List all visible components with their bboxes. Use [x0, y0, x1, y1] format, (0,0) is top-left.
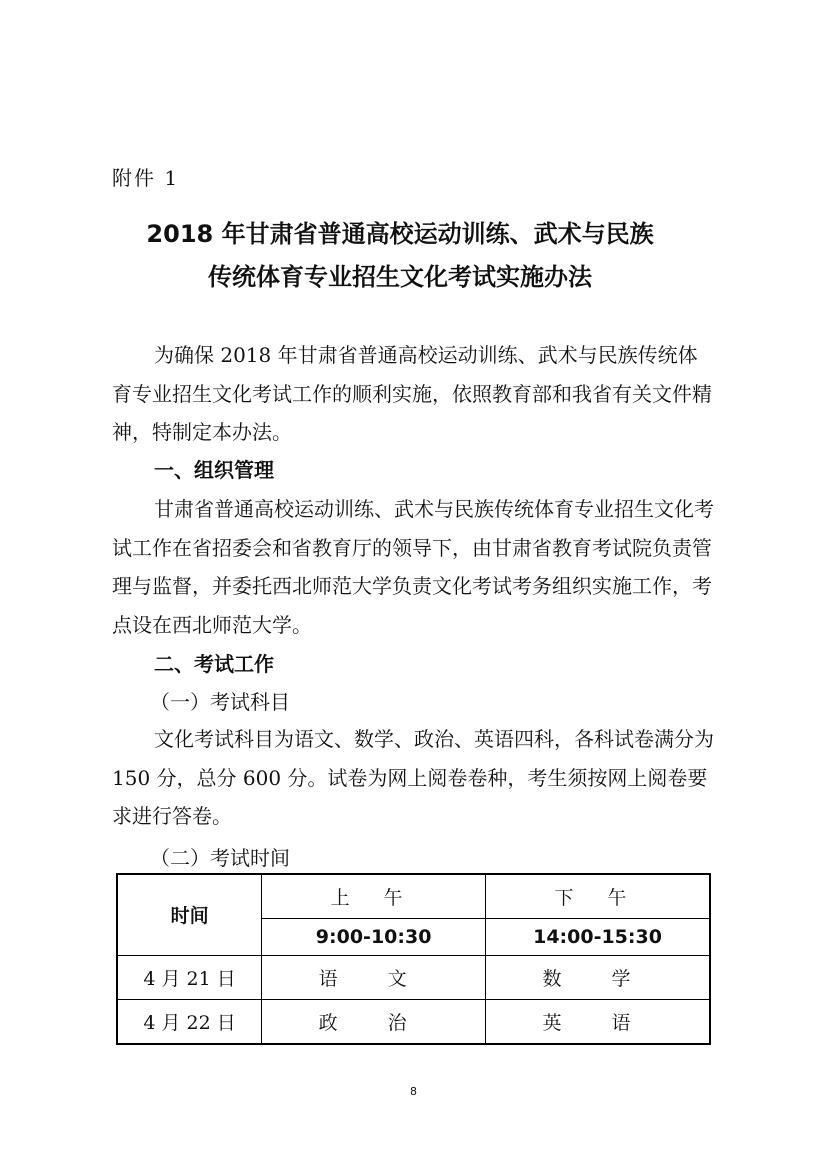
section-heading-exam: 二、考试工作	[154, 652, 274, 676]
row-afternoon-subject: 数 学	[486, 955, 710, 999]
row-morning-subject: 政 治	[262, 999, 486, 1044]
morning-header: 上 午	[262, 874, 486, 919]
section-heading-organization: 一、组织管理	[154, 458, 274, 482]
table-row	[117, 999, 710, 1044]
afternoon-hours: 14:00-15:30	[486, 919, 710, 955]
exam-schedule-table	[116, 873, 711, 1045]
attachment-label: 附件 1	[112, 166, 180, 190]
row-afternoon-subject: 英 语	[486, 999, 710, 1044]
morning-hours: 9:00-10:30	[262, 919, 486, 955]
subheading-subjects: （一）考试科目	[150, 690, 290, 714]
time-column-header: 时间	[117, 874, 262, 955]
row-morning-subject: 语 文	[262, 955, 486, 999]
title-line-2: 传统体育专业招生文化考试实施办法	[208, 263, 592, 291]
row-date: 4 月 22 日	[117, 999, 262, 1044]
page-number: 8	[410, 1085, 417, 1098]
subjects-paragraph: 文化考试科目为语文、数学、政治、英语四科，各科试卷满分为 150 分，总分 600 分。试卷为网上阅卷卷种，考生须按网上阅卷要求进行答卷。	[112, 727, 714, 829]
subheading-exam-time: （二）考试时间	[150, 846, 290, 870]
table-row	[117, 955, 710, 999]
organization-paragraph: 甘肃省普通高校运动训练、武术与民族传统体育专业招生文化考试工作在省招委会和省教育厅的领导下，由甘肃省教育考试院负责管理与监督，并委托西北师范大学负责文化考试考务组织实施工作，考点设在西北师范大学。	[112, 497, 714, 637]
afternoon-header: 下 午	[486, 874, 710, 919]
row-date: 4 月 21 日	[117, 955, 262, 999]
intro-paragraph: 为确保 2018 年甘肃省普通高校运动训练、武术与民族传统体育专业招生文化考试工作的顺利实施，依照教育部和我省有关文件精神，特制定本办法。	[112, 343, 712, 445]
title-line-1: 2018 年甘肃省普通高校运动训练、武术与民族	[146, 220, 654, 248]
table-header-row	[117, 874, 710, 919]
